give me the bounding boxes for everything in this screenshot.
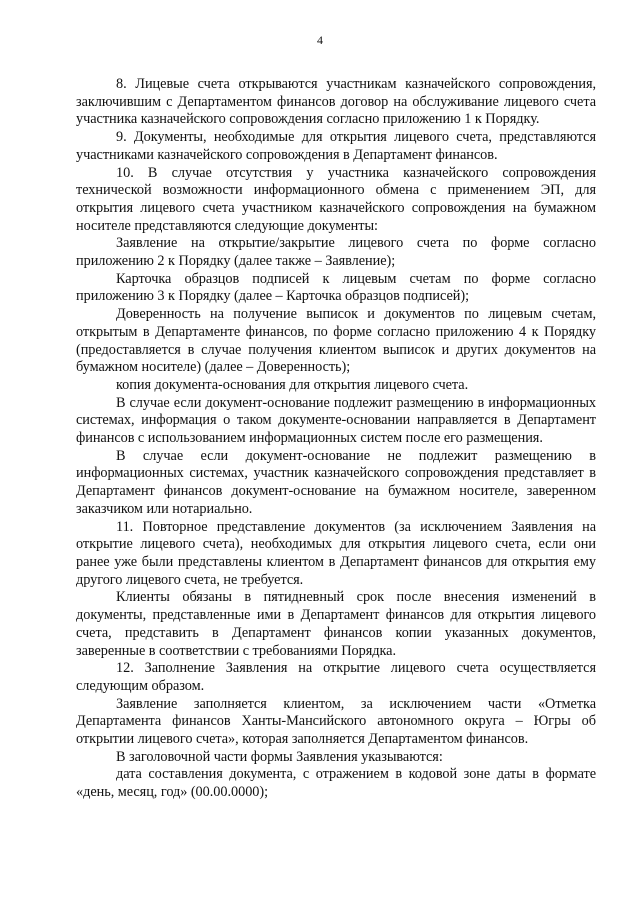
paragraph-11-repeat-submission: 11. Повторное представление документов (за исключением Заявления на открытие лицевого счета), необходимых для открытия лицевого счета, если они ранее уже были представлены клиентом в Департамент финансов для открытия ему другого лицевого счета, не требуется.	[76, 518, 596, 588]
paragraph-clients-obligation: Клиенты обязаны в пятидневный срок после внесения изменений в документы, представленные ими в Департамент финансов для открытия лицевого счета, представить в Департамент финансов копии указанных документов, заверенные в соответствии с требованиями Порядка.	[76, 589, 596, 659]
paragraph-header-part: В заголовочной части формы Заявления указываются:	[116, 748, 443, 765]
paragraph-basis-copy: копия документа-основания для открытия лицевого счета.	[116, 376, 469, 393]
paragraph-signature-card: Карточка образцов подписей к лицевым счетам по форме согласно приложению 3 к Порядку (далее – Карточка образцов подписей);	[76, 270, 596, 305]
paragraph-10-paper-documents: 10. В случае отсутствия у участника казначейского сопровождения технической возможности информационного обмена с применением ЭП, для открытия лицевого счета участником казначейского сопровождения на бумажном носителе представляются следующие документы:	[76, 164, 596, 234]
paragraph-power-of-attorney: Доверенность на получение выписок и документов по лицевым счетам, открытым в Департаменте финансов, по форме согласно приложению 4 к Порядку (предоставляется в случае получения клиентом выписок и других документов на бумажном носителе) (далее – Доверенность);	[76, 306, 596, 376]
paragraph-9-documents: 9. Документы, необходимые для открытия лицевого счета, представляются участниками казначейского сопровождения в Департамент финансов.	[76, 129, 596, 163]
paragraph-basis-not-in-systems: В случае если документ-основание не подлежит размещению в информационных системах, участник казначейского сопровождения представляет в Департамент финансов документ-основание на бумажном носителе, заверенном заказчиком или нотариально.	[76, 447, 596, 517]
document-body	[76, 76, 596, 802]
paragraph-12-application-filling: 12. Заполнение Заявления на открытие лицевого счета осуществляется следующим образом.	[76, 660, 596, 694]
page-number: 4	[317, 33, 323, 47]
paragraph-8-accounts-opening: 8. Лицевые счета открываются участникам казначейского сопровождения, заключившим с Департаментом финансов договор на обслуживание лицевого счета участника казначейского сопровождения согласно приложению 1 к Порядку.	[76, 76, 596, 128]
paragraph-document-date: дата составления документа, с отражением в кодовой зоне даты в формате «день, месяц, год» (00.00.0000);	[76, 766, 596, 801]
paragraph-basis-in-systems: В случае если документ-основание подлежит размещению в информационных системах, информация о таком документе-основании направляется в Департамент финансов с использованием информационных систем после его размещения.	[76, 394, 596, 447]
paragraph-application-filled-by-client: Заявление заполняется клиентом, за исключением части «Отметка Департамента финансов Ханты-Мансийского автономного округа – Югры об открытии лицевого счета», которая заполняется Департаментом финансов.	[76, 695, 596, 748]
paragraph-application: Заявление на открытие/закрытие лицевого счета по форме согласно приложению 2 к Порядку (далее также – Заявление);	[76, 235, 596, 270]
